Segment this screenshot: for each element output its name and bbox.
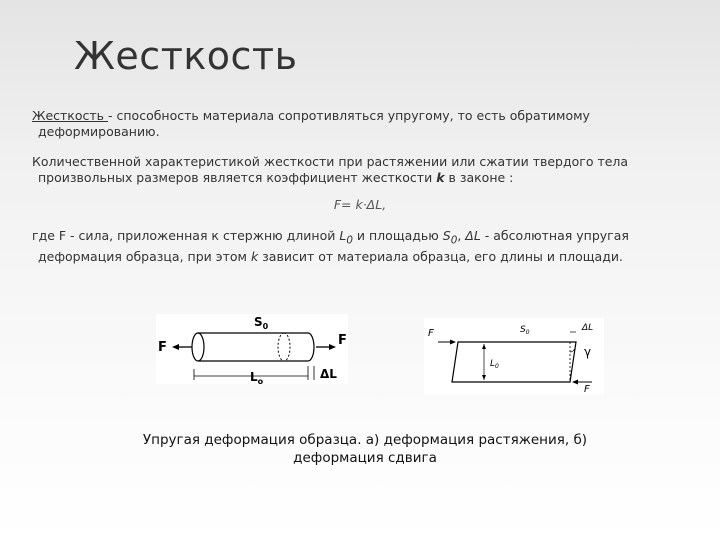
shear-diagram [424, 318, 604, 394]
cylinder-left-end [192, 333, 204, 361]
arrow-bottom-head [572, 380, 578, 385]
sheared-block [452, 342, 576, 382]
characteristic-line2 [32, 170, 692, 186]
label-force-bottom: F [584, 384, 590, 394]
label-length: $L_o$ [250, 370, 264, 384]
characteristic-text-a: произвольных размеров является коэффициент жесткости [38, 170, 437, 185]
characteristic-paragraph [32, 154, 692, 186]
figure-tension [156, 314, 348, 384]
term-stiffness: Жесткость [32, 108, 109, 123]
label-height: $L_0$ [490, 359, 499, 370]
figure-shear [424, 318, 604, 394]
S0-subscript: 0 [450, 234, 458, 247]
caption-line1: Упругая деформация образца. а) деформация растяжения, б) [142, 432, 588, 448]
S0-letter: S [442, 228, 451, 243]
L0-symbol [339, 228, 353, 247]
arrow-right-head [329, 344, 336, 350]
explanation-line2 [32, 249, 692, 265]
label-area-b: $S_0$ [520, 325, 530, 336]
cross-section-front [284, 333, 290, 361]
L0-subscript: 0 [346, 234, 353, 247]
k-symbol-2: k [250, 248, 259, 264]
L0-letter: L [339, 228, 347, 243]
explanation-text-a: где F - сила, приложенная к стержню длиной [32, 228, 340, 243]
definition-text: - способность материала сопротивляться упругому, то есть обратимому [108, 108, 590, 123]
characteristic-line1: Количественной характеристикой жесткости при растяжении или сжатии твердого тела [32, 154, 629, 169]
cylinder-right-end [308, 333, 314, 361]
explanation-text-d: - абсолютная упругая [480, 228, 629, 243]
explanation-text-f: зависит от материала образца, его длины и площади. [258, 248, 623, 264]
dL-symbol: ΔL [465, 228, 481, 243]
tension-diagram [156, 314, 348, 384]
definition-paragraph [32, 108, 692, 140]
hooke-formula: F= k·ΔL, [333, 197, 387, 212]
label-area: $S_0$ [254, 315, 269, 331]
label-force-left: F [158, 340, 167, 355]
label-force-top: F [428, 328, 434, 339]
explanation-paragraph [32, 228, 692, 265]
figure-caption [130, 431, 600, 467]
k-symbol: k [436, 170, 445, 185]
arrow-left-head [172, 344, 179, 350]
arrow-top-head [450, 340, 456, 345]
explanation-text-c: , [457, 228, 466, 243]
label-force-right: F [338, 333, 347, 348]
S0-symbol [442, 228, 458, 247]
cross-section-back [278, 333, 284, 361]
characteristic-text-b: в законе : [444, 170, 514, 185]
explanation-text-b: и площадью [352, 228, 443, 243]
caption-line2: деформация сдвига [293, 450, 437, 466]
explanation-text-e: деформация образца, при этом [38, 248, 251, 264]
label-gamma: γ [584, 345, 592, 359]
label-elongation: ΔL [320, 367, 337, 381]
label-shift: ΔL [582, 323, 594, 333]
slide-title: Жесткость [74, 34, 298, 78]
definition-text-cont: деформированию. [38, 124, 160, 139]
